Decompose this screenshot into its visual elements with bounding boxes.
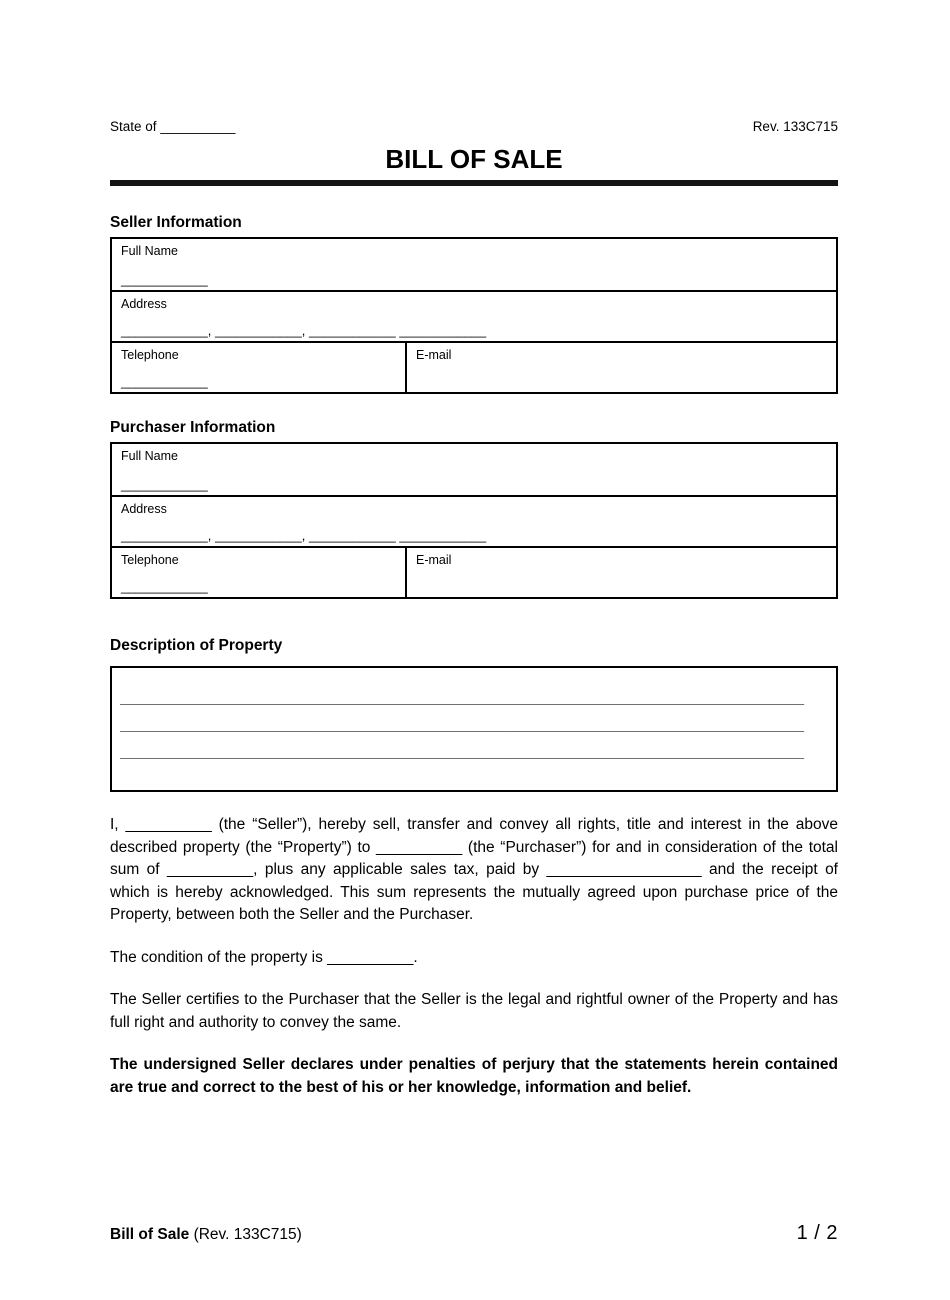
page-title: BILL OF SALE — [385, 144, 563, 174]
seller-full-name-row — [112, 239, 836, 290]
purchaser-full-name-row — [112, 444, 836, 495]
title-rule — [110, 180, 838, 186]
state-of-blank[interactable]: __________ — [160, 119, 236, 134]
purchaser-address-row — [112, 495, 836, 546]
property-description-box[interactable] — [110, 666, 838, 792]
seller-contact-row — [112, 341, 836, 392]
seller-info-table — [110, 237, 838, 394]
ownership-certification-paragraph: The Seller certifies to the Purchaser that the Seller is the legal and rightful owner of the Property and has full right and authority to convey the same. — [110, 991, 838, 1031]
purchaser-address-label: Address — [121, 502, 167, 516]
purchaser-section-heading: Purchaser Information — [110, 419, 276, 436]
seller-address-row — [112, 290, 836, 341]
seller-full-name-blank[interactable]: ____________ — [121, 272, 208, 287]
page-header — [110, 118, 838, 135]
seller-email-cell[interactable] — [407, 343, 836, 392]
property-blank-line[interactable]: __________________________________________________________________________________ — [120, 690, 805, 707]
purchaser-email-label: E-mail — [416, 553, 452, 567]
seller-telephone-blank[interactable]: ____________ — [121, 374, 208, 389]
property-blank-line[interactable]: __________________________________________________________________________________ — [120, 717, 805, 734]
perjury-declaration-paragraph: The undersigned Seller declares under penalties of perjury that the statements herein contained are true and correct to the best of his or her knowledge, information and belief. — [110, 1056, 838, 1096]
purchaser-address-blank[interactable]: ____________, ____________, ____________ ____________ — [121, 528, 487, 543]
purchaser-telephone-blank[interactable]: ____________ — [121, 579, 208, 594]
property-section-heading: Description of Property — [110, 637, 283, 654]
purchaser-full-name-label: Full Name — [121, 449, 178, 463]
condition-paragraph: The condition of the property is __________. — [110, 948, 418, 966]
seller-telephone-label: Telephone — [121, 348, 179, 362]
seller-section-heading: Seller Information — [110, 214, 242, 231]
purchaser-contact-row — [112, 546, 836, 597]
purchaser-info-table — [110, 442, 838, 599]
property-blank-line[interactable]: __________________________________________________________________________________ — [120, 744, 805, 761]
seller-telephone-cell — [112, 343, 407, 392]
sale-declaration-paragraph: I, __________ (the “Seller”), hereby sell, transfer and convey all rights, title and interest in the above described property (the “Property”) to __________ (the “Purchaser”) for and in consideration of the total sum of __________, plus any applicable sales tax, paid by __________________ and the receipt of which is hereby acknowledged. This sum represents the mutually agreed upon purchase price of the Property, between both the Seller and the Purchaser. — [110, 816, 838, 923]
state-of-line — [110, 118, 235, 135]
purchaser-email-cell[interactable] — [407, 548, 836, 597]
seller-full-name-label: Full Name — [121, 244, 178, 258]
footer-doc-rev: (Rev. 133C715) — [193, 1226, 302, 1243]
purchaser-telephone-cell — [112, 548, 407, 597]
page-footer — [110, 1222, 838, 1245]
page-number-indicator: 1 / 2 — [796, 1222, 838, 1244]
seller-address-label: Address — [121, 297, 167, 311]
purchaser-full-name-blank[interactable]: ____________ — [121, 477, 208, 492]
footer-doc-name: Bill of Sale — [110, 1226, 190, 1243]
footer-document-label — [110, 1226, 302, 1244]
revision-label: Rev. 133C715 — [752, 119, 838, 134]
seller-email-label: E-mail — [416, 348, 452, 362]
purchaser-telephone-label: Telephone — [121, 553, 179, 567]
state-of-label: State of — [110, 119, 157, 134]
seller-address-blank[interactable]: ____________, ____________, ____________ ____________ — [121, 323, 487, 338]
